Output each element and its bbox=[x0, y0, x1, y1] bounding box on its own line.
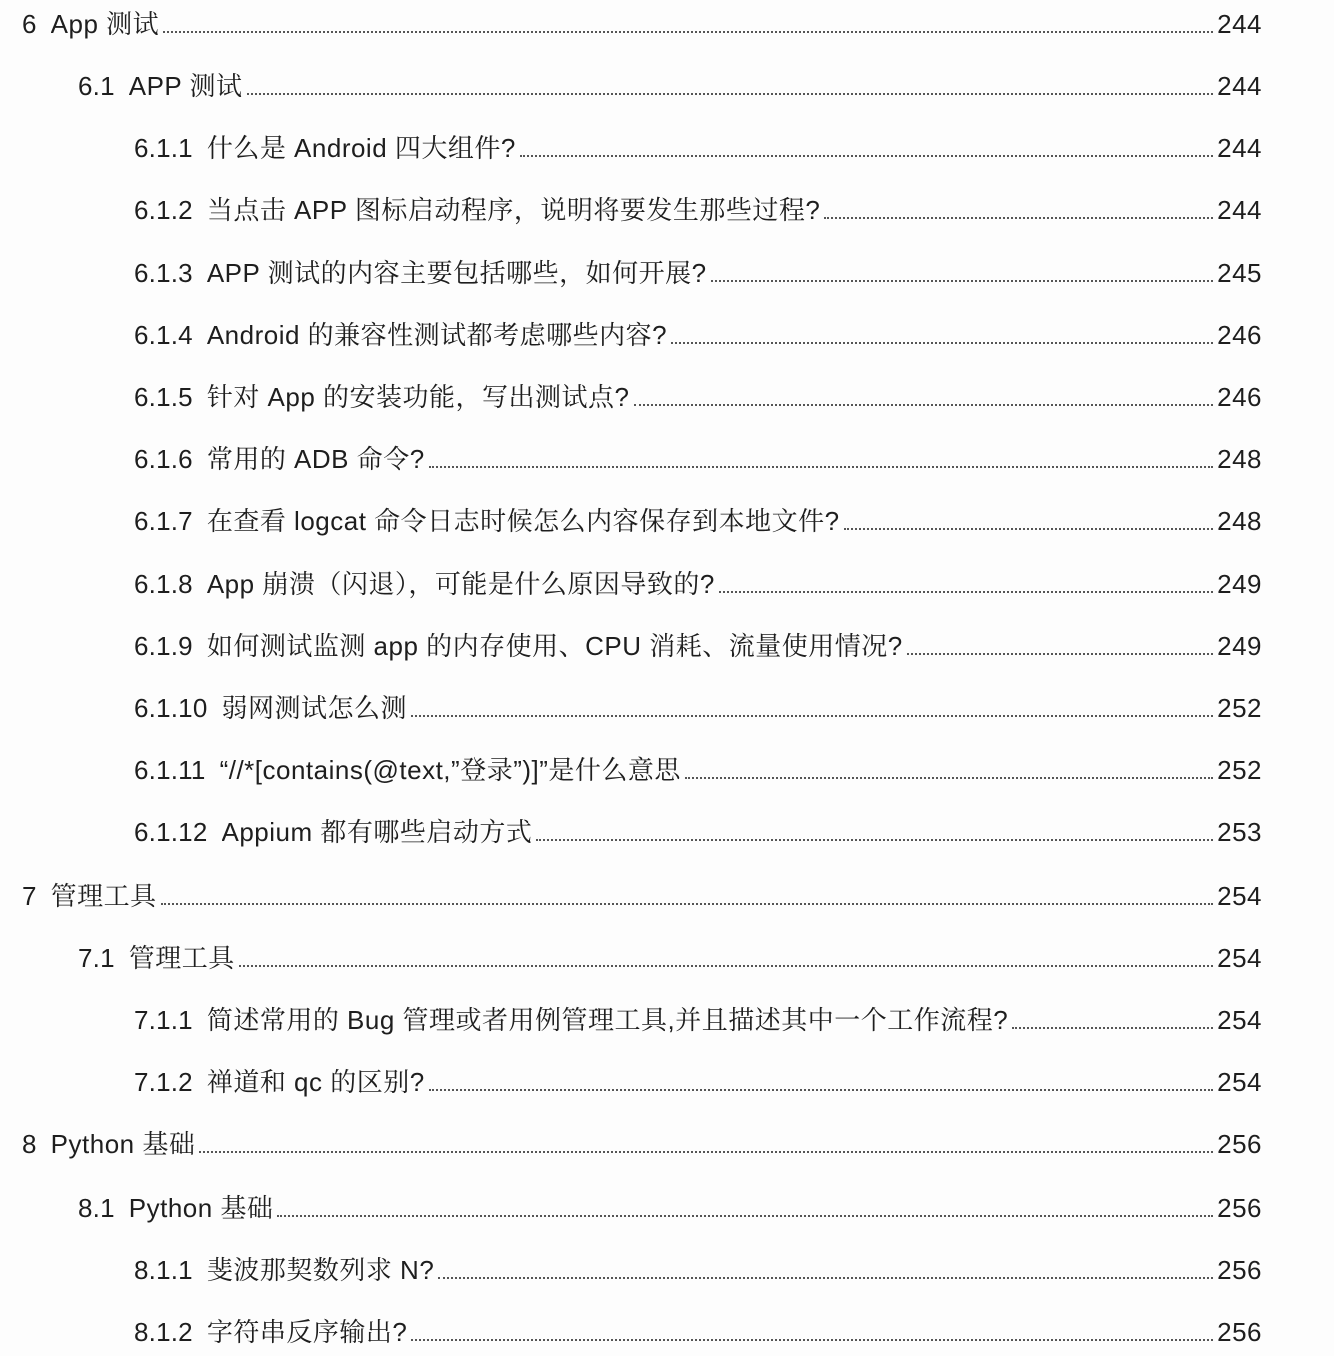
toc-entry-number: 6 bbox=[22, 9, 37, 39]
toc-entry-page: 256 bbox=[1217, 1255, 1262, 1285]
dot-leader bbox=[411, 714, 1213, 717]
dot-leader bbox=[711, 279, 1214, 282]
toc-entry-8-1-1[interactable] bbox=[134, 1246, 1262, 1286]
toc-entry-number: 7 bbox=[22, 881, 37, 911]
toc-entry-title: APP 测试的内容主要包括哪些，如何开展? bbox=[206, 258, 707, 288]
toc-entry-number: 6.1.3 bbox=[134, 258, 193, 288]
toc-entry-title: 常用的 ADB 命令? bbox=[206, 444, 425, 474]
toc-entry-number: 6.1.12 bbox=[134, 817, 208, 847]
dot-leader bbox=[411, 1338, 1213, 1341]
toc-entry-number: 6.1.8 bbox=[134, 569, 193, 599]
toc-entry-number: 6.1.7 bbox=[134, 506, 193, 536]
toc-entry-page: 244 bbox=[1217, 195, 1262, 225]
toc-entry-7-1-2[interactable] bbox=[134, 1058, 1262, 1098]
toc-entry-number: 6.1.10 bbox=[134, 693, 208, 723]
dot-leader bbox=[1012, 1026, 1213, 1029]
dot-leader bbox=[277, 1214, 1213, 1217]
toc-entry-7-1[interactable] bbox=[78, 934, 1262, 974]
toc-entry-title: 如何测试监测 app 的内存使用、CPU 消耗、流量使用情况? bbox=[206, 631, 903, 661]
toc-entry-8-1[interactable] bbox=[78, 1184, 1262, 1224]
toc-entry-6[interactable] bbox=[22, 0, 1262, 40]
toc-entry-title: Python 基础 bbox=[50, 1129, 196, 1159]
toc-entry-title: 字符串反序输出? bbox=[206, 1317, 408, 1347]
dot-leader bbox=[520, 154, 1213, 157]
toc-entry-title: App 崩溃（闪退），可能是什么原因导致的? bbox=[206, 569, 715, 599]
toc-entry-page: 254 bbox=[1217, 1005, 1262, 1035]
toc-entry-number: 6.1.11 bbox=[134, 755, 206, 785]
dot-leader bbox=[634, 403, 1214, 406]
dot-leader bbox=[161, 902, 1213, 905]
toc-entry-page: 246 bbox=[1217, 320, 1262, 350]
toc-entry-page: 252 bbox=[1217, 755, 1262, 785]
toc-entry-number: 8.1 bbox=[78, 1193, 115, 1223]
dot-leader bbox=[429, 465, 1213, 468]
toc-entry-6-1-4[interactable] bbox=[134, 311, 1262, 351]
dot-leader bbox=[199, 1150, 1213, 1153]
dot-leader bbox=[824, 216, 1213, 219]
toc-entry-page: 246 bbox=[1217, 382, 1262, 412]
toc-entry-6-1-2[interactable] bbox=[134, 186, 1262, 226]
toc-entry-number: 6.1 bbox=[78, 71, 115, 101]
toc-entry-6-1-10[interactable] bbox=[134, 684, 1262, 724]
toc-entry-title: 简述常用的 Bug 管理或者用例管理工具,并且描述其中一个工作流程? bbox=[206, 1005, 1009, 1035]
toc-entry-page: 254 bbox=[1217, 1067, 1262, 1097]
toc-entry-6-1-7[interactable] bbox=[134, 497, 1262, 537]
toc-entry-number: 6.1.5 bbox=[134, 382, 193, 412]
toc-entry-7-1-1[interactable] bbox=[134, 996, 1262, 1036]
toc-entry-page: 256 bbox=[1217, 1129, 1262, 1159]
toc-entry-number: 6.1.6 bbox=[134, 444, 193, 474]
dot-leader bbox=[429, 1088, 1213, 1091]
toc-entry-number: 6.1.9 bbox=[134, 631, 193, 661]
toc-entry-8-1-2[interactable] bbox=[134, 1308, 1262, 1348]
toc-entry-title: Python 基础 bbox=[128, 1193, 274, 1223]
toc-entry-number: 6.1.1 bbox=[134, 133, 193, 163]
dot-leader bbox=[536, 838, 1213, 841]
dot-leader bbox=[247, 92, 1214, 95]
toc-entry-title: Android 的兼容性测试都考虑哪些内容? bbox=[206, 320, 668, 350]
toc-entry-title: 禅道和 qc 的区别? bbox=[206, 1067, 425, 1097]
toc-entry-page: 252 bbox=[1217, 693, 1262, 723]
toc-entry-6-1-5[interactable] bbox=[134, 373, 1262, 413]
toc-entry-6-1-1[interactable] bbox=[134, 124, 1262, 164]
toc-entry-6-1-11[interactable] bbox=[134, 746, 1262, 786]
toc-entry-title: APP 测试 bbox=[128, 71, 243, 101]
toc-entry-title: App 测试 bbox=[50, 9, 160, 39]
toc-entry-number: 6.1.2 bbox=[134, 195, 193, 225]
toc-entry-7[interactable] bbox=[22, 872, 1262, 912]
toc-entry-6-1-9[interactable] bbox=[134, 622, 1262, 662]
toc-entry-page: 253 bbox=[1217, 817, 1262, 847]
toc-entry-page: 254 bbox=[1217, 881, 1262, 911]
toc-entry-title: 管理工具 bbox=[128, 943, 235, 973]
dot-leader bbox=[239, 964, 1213, 967]
toc-entry-number: 8 bbox=[22, 1129, 37, 1159]
toc-entry-6-1-12[interactable] bbox=[134, 808, 1262, 848]
toc-entry-page: 256 bbox=[1217, 1193, 1262, 1223]
toc-entry-6-1[interactable] bbox=[78, 62, 1262, 102]
toc-entry-page: 244 bbox=[1217, 9, 1262, 39]
toc-entry-number: 7.1 bbox=[78, 943, 115, 973]
toc-entry-page: 244 bbox=[1217, 71, 1262, 101]
toc-entry-title: 在查看 logcat 命令日志时候怎么内容保存到本地文件? bbox=[206, 506, 840, 536]
toc-entry-6-1-3[interactable] bbox=[134, 249, 1262, 289]
toc-entry-title: 管理工具 bbox=[50, 881, 157, 911]
toc-entry-title: 弱网测试怎么测 bbox=[221, 693, 408, 723]
dot-leader bbox=[719, 590, 1213, 593]
toc-entry-number: 7.1.1 bbox=[134, 1005, 193, 1035]
toc-entry-number: 6.1.4 bbox=[134, 320, 193, 350]
toc-entry-title: Appium 都有哪些启动方式 bbox=[221, 817, 533, 847]
toc-entry-page: 254 bbox=[1217, 943, 1262, 973]
toc-entry-number: 7.1.2 bbox=[134, 1067, 193, 1097]
toc-entry-page: 256 bbox=[1217, 1317, 1262, 1347]
toc-entry-6-1-8[interactable] bbox=[134, 560, 1262, 600]
toc-entry-number: 8.1.1 bbox=[134, 1255, 193, 1285]
toc-entry-page: 249 bbox=[1217, 569, 1262, 599]
toc-entry-6-1-6[interactable] bbox=[134, 435, 1262, 475]
toc-entry-title: 针对 App 的安装功能，写出测试点? bbox=[206, 382, 630, 412]
toc-entry-number: 8.1.2 bbox=[134, 1317, 193, 1347]
dot-leader bbox=[438, 1276, 1213, 1279]
dot-leader bbox=[907, 652, 1213, 655]
toc-entry-title: 斐波那契数列求 N? bbox=[206, 1255, 435, 1285]
toc-entry-page: 244 bbox=[1217, 133, 1262, 163]
toc-entry-title: 什么是 Android 四大组件? bbox=[206, 133, 516, 163]
toc-entry-page: 249 bbox=[1217, 631, 1262, 661]
dot-leader bbox=[671, 341, 1213, 344]
toc-entry-page: 245 bbox=[1217, 258, 1262, 288]
toc-entry-title: 当点击 APP 图标启动程序，说明将要发生那些过程? bbox=[206, 195, 821, 225]
toc-entry-8[interactable] bbox=[22, 1120, 1262, 1160]
toc-entry-title: “//*[contains(@text,”登录”)]”是什么意思 bbox=[219, 755, 681, 785]
dot-leader bbox=[163, 30, 1213, 33]
toc-entry-page: 248 bbox=[1217, 444, 1262, 474]
dot-leader bbox=[844, 527, 1213, 530]
toc-entry-page: 248 bbox=[1217, 506, 1262, 536]
dot-leader bbox=[685, 776, 1213, 779]
